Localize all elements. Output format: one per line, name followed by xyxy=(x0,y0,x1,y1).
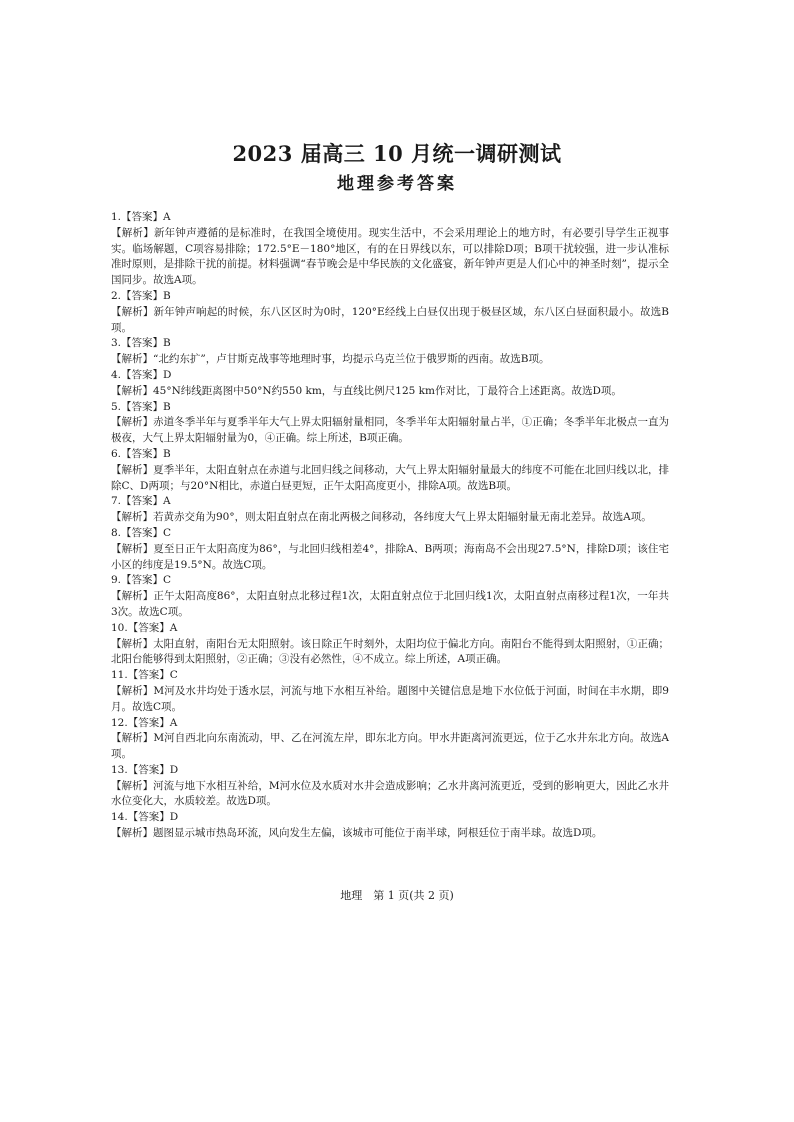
question-answer xyxy=(111,526,669,542)
page-footer: 地理 第 1 页(共 2 页) xyxy=(340,889,454,902)
question-explanation: 【解析】题图显示城市热岛环流，风向发生左偏，该城市可能位于南半球，阿根廷位于南半球。故选D项。 xyxy=(111,827,603,840)
question-number: 2. xyxy=(111,289,122,302)
question-item xyxy=(111,494,669,526)
question-number: 8. xyxy=(111,526,122,539)
question-item xyxy=(111,621,669,668)
question-explanation: 【解析】正午太阳高度86°，太阳直射点北移过程1次，太阳直射点位于北回归线1次，太阳直射点南移过程1次，一年共3次。故选C项。 xyxy=(111,590,669,618)
answer-label: 【答案】A xyxy=(127,621,178,634)
answer-label: 【答案】B xyxy=(121,289,171,302)
question-number: 6. xyxy=(111,447,122,460)
question-explanation: 【解析】夏季半年，太阳直射点在赤道与北回归线之间移动，大气上界太阳辐射量最大的纬度不可能在北回归线以北，排除C、D两项；与20°N相比，赤道白昼更短，正午太阳高度更小，排除A项。故选B项。 xyxy=(111,463,669,492)
answer-label: 【答案】D xyxy=(127,811,179,824)
question-number: 5. xyxy=(111,400,122,413)
answer-list xyxy=(111,210,669,842)
question-explanation: 【解析】太阳直射，南阳台无太阳照射。该日除正午时刻外，太阳均位于偏北方向。南阳台不能得到太阳照射，①正确；北阳台能够得到太阳照射，②正确；③没有必然性，④不成立。综上所述，A项正确。 xyxy=(111,637,669,666)
question-number: 13. xyxy=(111,763,128,776)
question-explanation: 【解析】新年钟声遵循的是标准时，在我国全境使用。现实生活中，不会采用理论上的地方时，有必要引导学生正视事实。临场解题，C项容易排除；172.5°E－180°地区，有的在日界线以东，可以排除D项；B项干扰较强，进一步认准标准时原则，是排除干扰的前提。材料强调“春节晚会是中华民族的文化盛宴，新年钟声更是人们心中的神圣时刻”，提示全国同步。故选A项。 xyxy=(111,226,669,287)
page-subtitle: 地理参考答案 xyxy=(337,174,457,194)
answer-label: 【答案】B xyxy=(121,400,171,413)
question-item xyxy=(111,763,669,810)
question-answer xyxy=(111,368,669,384)
question-answer xyxy=(111,810,669,826)
question-number: 14. xyxy=(111,811,128,824)
question-answer xyxy=(111,716,669,732)
question-answer xyxy=(111,668,669,684)
question-answer xyxy=(111,494,669,510)
question-answer xyxy=(111,447,669,463)
question-number: 11. xyxy=(111,669,128,682)
question-item xyxy=(111,810,669,842)
question-answer xyxy=(111,210,669,226)
question-item xyxy=(111,716,669,763)
answer-label: 【答案】C xyxy=(127,669,178,682)
answer-label: 【答案】B xyxy=(121,447,171,460)
question-item xyxy=(111,210,669,289)
question-answer xyxy=(111,763,669,779)
question-number: 7. xyxy=(111,495,122,508)
answer-label: 【答案】A xyxy=(121,211,171,223)
question-number: 12. xyxy=(111,716,128,729)
question-explanation: 【解析】河流与地下水相互补给，M河水位及水质对水井会造成影响；乙水井离河流更近，受到的影响更大，因此乙水井水位变化大，水质较差。故选D项。 xyxy=(111,779,669,808)
question-explanation: 【解析】“北约东扩”，卢甘斯克战事等地理时事，均提示乌克兰位于俄罗斯的西南。故选B项。 xyxy=(111,353,550,366)
answer-label: 【答案】C xyxy=(121,574,172,587)
question-answer xyxy=(111,621,669,637)
question-number: 10. xyxy=(111,621,128,634)
question-item xyxy=(111,526,669,573)
question-explanation: 【解析】M河自西北向东南流动，甲、乙在河流左岸，即东北方向。甲水井距离河流更远，位于乙水井东北方向。故选A项。 xyxy=(111,732,669,761)
question-item xyxy=(111,368,669,400)
question-explanation: 【解析】若黄赤交角为90°，则太阳直射点在南北两极之间移动，各纬度大气上界太阳辐射量无南北差异。故选A项。 xyxy=(111,511,652,524)
question-explanation: 【解析】新年钟声响起的时候，东八区区时为0时，120°E经线上白昼仅出现于极昼区域，东八区白昼面积最小。故选B项。 xyxy=(111,305,669,334)
question-explanation: 【解析】M河及水井均处于透水层，河流与地下水相互补给。题图中关键信息是地下水位低于河面，时间在丰水期，即9月。故选C项。 xyxy=(111,684,669,713)
question-explanation: 【解析】45°N纬线距离图中50°N约550 km，与直线比例尺125 km作对比，丁最符合上述距离。故选D项。 xyxy=(111,384,622,397)
question-item xyxy=(111,400,669,447)
question-answer xyxy=(111,573,669,589)
answer-label: 【答案】D xyxy=(127,763,179,776)
question-item xyxy=(111,668,669,715)
page-title: 2023 届高三 10 月统一调研测试 xyxy=(232,141,562,166)
answer-label: 【答案】C xyxy=(121,526,172,539)
question-item xyxy=(111,289,669,336)
question-number: 3. xyxy=(111,337,122,350)
answer-label: 【答案】A xyxy=(127,716,178,729)
question-answer xyxy=(111,400,669,416)
question-number: 4. xyxy=(111,368,122,381)
question-item xyxy=(111,447,669,494)
question-answer xyxy=(111,336,669,352)
question-item xyxy=(111,573,669,620)
answer-label: 【答案】B xyxy=(121,337,171,350)
question-answer xyxy=(111,289,669,305)
question-number: 9. xyxy=(111,574,122,587)
question-number: 1. xyxy=(111,211,122,223)
answer-label: 【答案】A xyxy=(121,495,171,508)
question-explanation: 【解析】夏至日正午太阳高度为86°，与北回归线相差4°，排除A、B两项；海南岛不会出现27.5°N，排除D项；该住宅小区的纬度是19.5°N。故选C项。 xyxy=(111,542,669,571)
question-item xyxy=(111,336,669,368)
question-explanation: 【解析】赤道冬季半年与夏季半年大气上界太阳辐射量相同，冬季半年太阳辐射量占半，①正确；冬季半年北极点一直为极夜，大气上界太阳辐射量为0，④正确。综上所述，B项正确。 xyxy=(111,416,669,445)
answer-label: 【答案】D xyxy=(121,368,172,381)
